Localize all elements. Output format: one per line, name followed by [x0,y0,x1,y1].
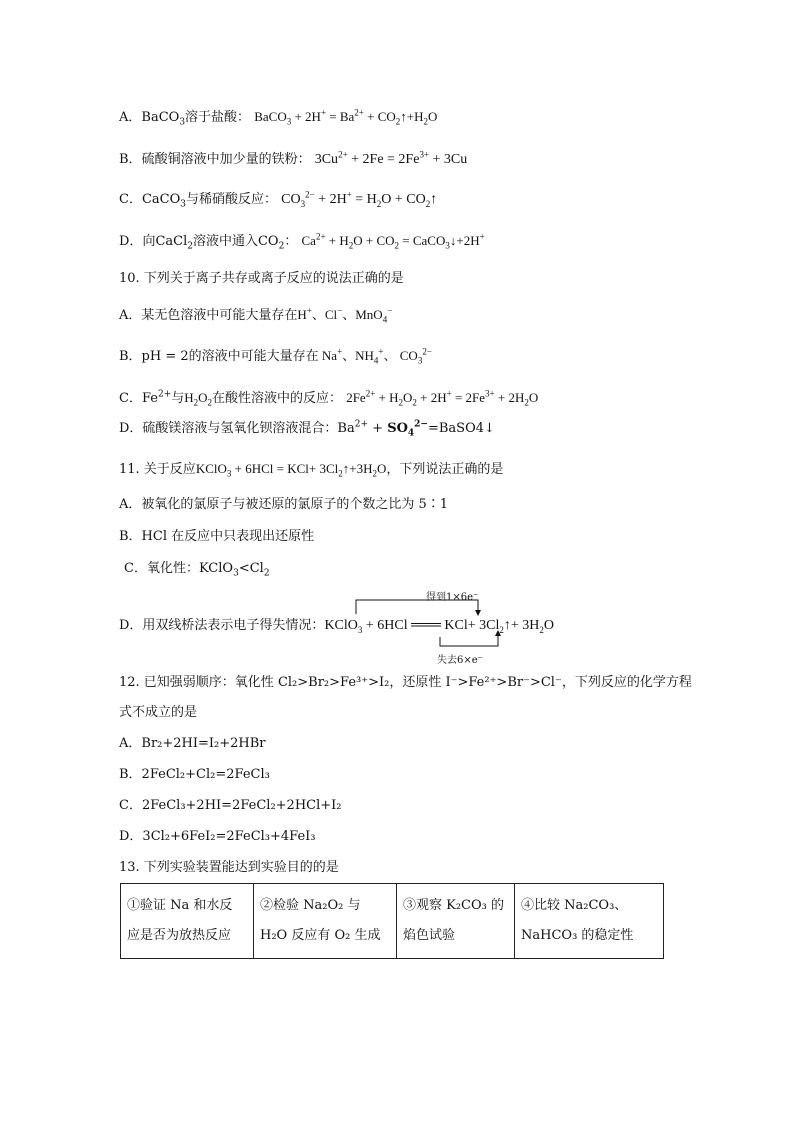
experiment-cell: ②检验 Na₂O₂ 与 H₂O 反应有 O₂ 生成 [254,884,397,959]
q9-option-c: C．CaCO$_3$与稀硝酸反应： $CO_3^{2-} + 2H^+ = H_2O$ + $CO_2↑$ [119,189,438,210]
q10-option-b: B．pH = 2的溶液中可能大量存在 Na+、$NH_4^+$、 $CO_3^{2-}$ [119,346,432,366]
experiment-cell: ①验证 Na 和水反 应是否为放热反应 [121,884,254,959]
q11-option-b: B．HCl 在反应中只表现出还原性 [119,529,315,544]
q12-option-b: B．2FeCl₂+Cl₂=2FeCl₃ [119,767,270,782]
q11-option-c: C．氧化性：$KClO_3<Cl_2$ [124,561,270,579]
q13-experiment-table [120,883,664,959]
experiment-cell: ④比较 Na₂CO₃、 NaHCO₃ 的稳定性 [515,884,664,959]
q12-option-a: A．Br₂+2HI=I₂+2HBr [119,736,266,751]
q11-option-d: D．用双线桥法表示电子得失情况：KClO$_3$ + 6HCl ═══ $KCl+ 3Cl_2↑+ 3H_2O$ [119,618,554,635]
q12-option-d: D．3Cl₂+6FeI₂=2FeCl₃+4FeI₃ [119,829,316,844]
q10-option-a: A．某无色溶液中可能大量存在H+、Cl−、MnO$_4$− [119,305,393,325]
q12-stem-line1: 12. 已知强弱顺序：氧化性 Cl₂>Br₂>Fe³⁺>I₂，还原性 I⁻>Fe²⁺>Br⁻>Cl⁻，下列反应的化学方程 [119,675,692,690]
gain-electron-label: 得到1×6e⁻ [426,592,479,603]
q10-option-d: D．硫酸镁溶液与氢氧化钡溶液混合：$Ba^{2+}$ + $SO_4^{2-}=BaSO4↓$ [119,419,495,439]
q9-option-d: D．向CaCl$_2$溶液中通入$CO_2$： $Ca^{2+} + H_2O + CO_2$ = CaCO$_3$↓+2H+ [119,231,485,252]
electron-transfer-bridge [340,584,510,664]
q9-option-b: B．硫酸铜溶液中加少量的铁粉： $3Cu^{2+} + 2Fe = 2Fe^{3+} + 3Cu$ [119,149,468,167]
q11-option-a: A．被氧化的氯原子与被还原的氯原子的个数之比为 5∶1 [119,497,449,512]
q12-option-c: C．2FeCl₃+2HI=2FeCl₂+2HCl+I₂ [119,798,342,813]
q13-stem: 13. 下列实验装置能达到实验目的的是 [119,860,339,875]
experiment-cell: ③观察 K₂CO₃ 的 焰色试验 [397,884,515,959]
q10-stem: 10. 下列关于离子共存或离子反应的说法正确的是 [119,271,404,286]
q9-option-a: A．BaCO$_3$溶于盐酸： BaCO$_3$ + $2H^+ = Ba^{2+}$ + $CO_2↑+H_2O$ [119,107,438,128]
q10-option-c: C．$Fe^{2+}$与$H_2O_2$在酸性溶液中的反应： $2Fe^{2+} + H_2O_2 + 2H^+ = 2Fe^{3+} + 2H_2O$ [119,388,539,408]
lose-electron-label: 失去6×e⁻ [437,655,483,666]
q12-stem-line2: 式不成立的是 [119,705,198,720]
q11-stem: 11. 关于反应KClO$_3$ + $6HCl = KCl+ 3Cl_2↑+3H_2O$，下列说法正确的是 [119,461,504,479]
